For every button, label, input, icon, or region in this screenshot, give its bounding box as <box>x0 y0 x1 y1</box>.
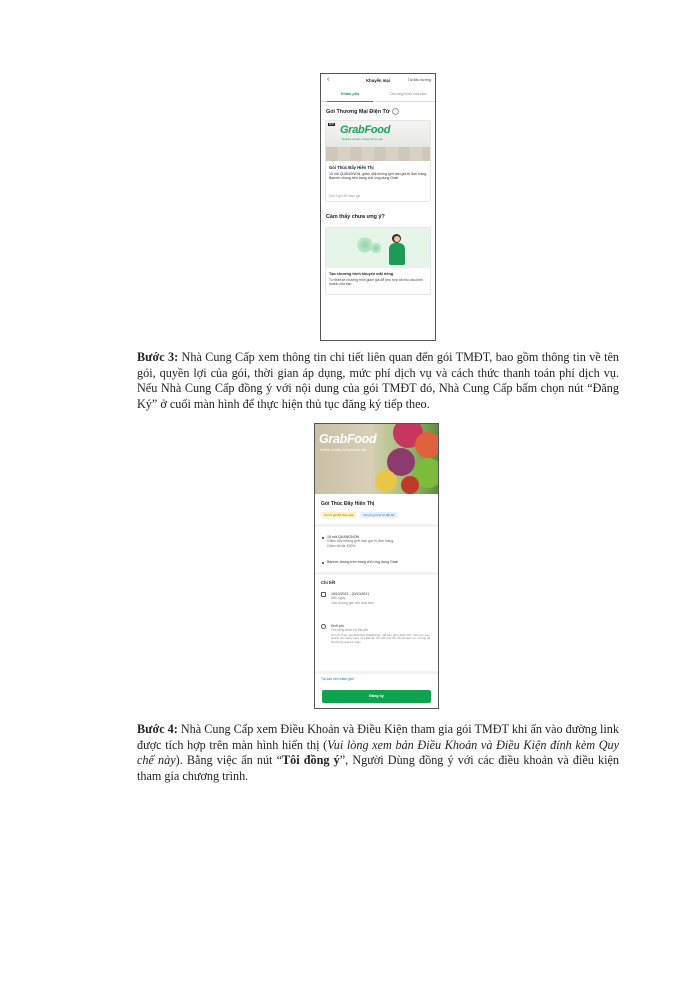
info-icon[interactable]: i <box>392 108 399 115</box>
package-detail-screenshot <box>314 423 439 709</box>
custom-promo-title: Tạo chương trình khuyến mãi riêng <box>329 272 394 276</box>
section-title: Gói Thương Mại Điện Tử i <box>326 108 399 115</box>
step3-label: Bước 3: <box>137 350 179 364</box>
step3-text: Nhà Cung Cấp xem thông tin chi tiết liên quan đến gói TMĐT, bao gồm thông tin về tên gói, quyền lợi của gói, thời gian áp dụng, mức phí dịch vụ và cách thức thanh toán phí dịch vụ. Nếu Nhà Cung Cấp đồng ý với nội dung của gói TMĐT đó, Nhà Cung Cấp bấm chọn nút “Đăng Ký” ở cuối màn hình để thực hiện thủ tục đăng ký tiếp theo. <box>137 350 619 411</box>
fruit-shape <box>375 470 397 492</box>
custom-promo-card[interactable] <box>325 227 431 295</box>
tab-bar <box>321 89 435 102</box>
register-button[interactable]: Đăng ký <box>322 690 431 703</box>
date-row: 18/10/2021 - 20/10/2021 865 ngày Vào khung giờ mở cửa bán <box>321 592 432 612</box>
package-title: Gói Thúc Đẩy Hiển Thị <box>321 501 375 507</box>
divider <box>315 572 438 575</box>
bullet-icon <box>322 562 324 564</box>
details-title: Chi tiết <box>321 580 336 585</box>
money-icon <box>321 624 326 629</box>
fruit-shape <box>401 476 419 494</box>
package-description: 15 mã QUANGNON, giảm 40k không giới hạn giá trị đơn hàng, Banner chung trên trang chủ ứng dụng Grab <box>329 172 427 181</box>
wood-plank <box>326 147 430 161</box>
section2-title: Cảm thấy chưa ưng ý? <box>326 214 385 220</box>
tab-explore[interactable]: Khám phá <box>340 92 360 96</box>
new-badge: MỚI <box>329 123 335 126</box>
terms-reference: Vui lòng xem bản Điều Khoản và Điều Kiện đính kèm Quy chế này <box>137 737 620 768</box>
bullet-icon <box>322 537 324 539</box>
person-face <box>394 236 400 242</box>
grabfood-logo: GrabFood <box>319 432 377 446</box>
package-title: Gói Thúc Đẩy Hiển Thị <box>329 165 374 170</box>
promotions-screenshot <box>320 73 436 341</box>
calendar-icon <box>321 592 326 597</box>
step4-paragraph: Bước 4: Nhà Cung Cấp xem Điều Khoản và Điều Kiện tham gia gói TMĐT khi ấn vào đường link được tích hợp trên màn hình hiển thị (Vui lòng xem bản Điều Khoản và Điều Kiện đính kèm Quy chế này). Bằng việc ấn nút “Tôi đồng ý”, Người Dùng đồng ý với các điều khoản và điều kiện tham gia chương trình. <box>137 722 620 783</box>
package-tags <box>321 512 402 518</box>
agree-button-label: Tôi đồng ý <box>281 753 340 768</box>
banner-tagline: Deliver smiles, bring home eat <box>342 137 383 141</box>
benefit-item: Banner chung trên trang chủ ứng dụng Grab <box>327 560 398 564</box>
divider <box>315 671 438 674</box>
fee-row: Kinh phí Chương trình có thu phí Chi phí tham gia 800.000 VNĐ/tháng - đã bao gồm 10% VAT. Cần lưu sau doanh thu hàng ngày của Đối tác cho đến khi thu đủ phí dịch vụ, nhưng tối đa không quá 14 ngày. <box>321 624 432 674</box>
active-tab-indicator <box>327 101 373 103</box>
custom-promo-description: Tự thiết kế chương trình giảm giá để phù hợp tốt nhu cầu kinh doanh của bạn <box>329 278 423 286</box>
leaf-shape <box>370 242 382 254</box>
benefit-item: 15 mã QUANGNON Giảm 40k không giới hạn giá trị đơn hàng, Giảm tối đa 100% <box>327 535 394 548</box>
custom-promo-illustration <box>326 228 430 268</box>
fruit-shape <box>415 432 438 458</box>
guide-link[interactable]: Tài liệu hướng <box>407 78 431 82</box>
package-note: Còn 0 gói để tham gia <box>329 194 361 198</box>
partner-tag: Chương trình từ đối tác <box>360 512 397 518</box>
hero-tagline: Deliver smiles, bring home eat <box>320 448 366 452</box>
step4-label: Bước 4: <box>137 722 178 736</box>
why-join-link[interactable]: Tại sao nên tham gia? <box>321 677 355 681</box>
divider <box>315 524 438 527</box>
step3-paragraph <box>137 350 619 412</box>
screen-title: Khuyến mại <box>366 78 390 83</box>
grabfood-logo: GrabFood <box>340 124 391 136</box>
grabfood-banner <box>326 121 430 161</box>
person-body <box>389 243 405 265</box>
grabfood-hero-banner <box>315 424 438 494</box>
app-header <box>321 74 435 88</box>
package-card[interactable] <box>325 120 431 202</box>
availability-tag: Còn 0 gói để tham gia <box>321 512 356 518</box>
back-icon[interactable]: ‹ <box>327 76 330 83</box>
tab-your-programs[interactable]: Chương trình của bạn <box>389 92 427 96</box>
